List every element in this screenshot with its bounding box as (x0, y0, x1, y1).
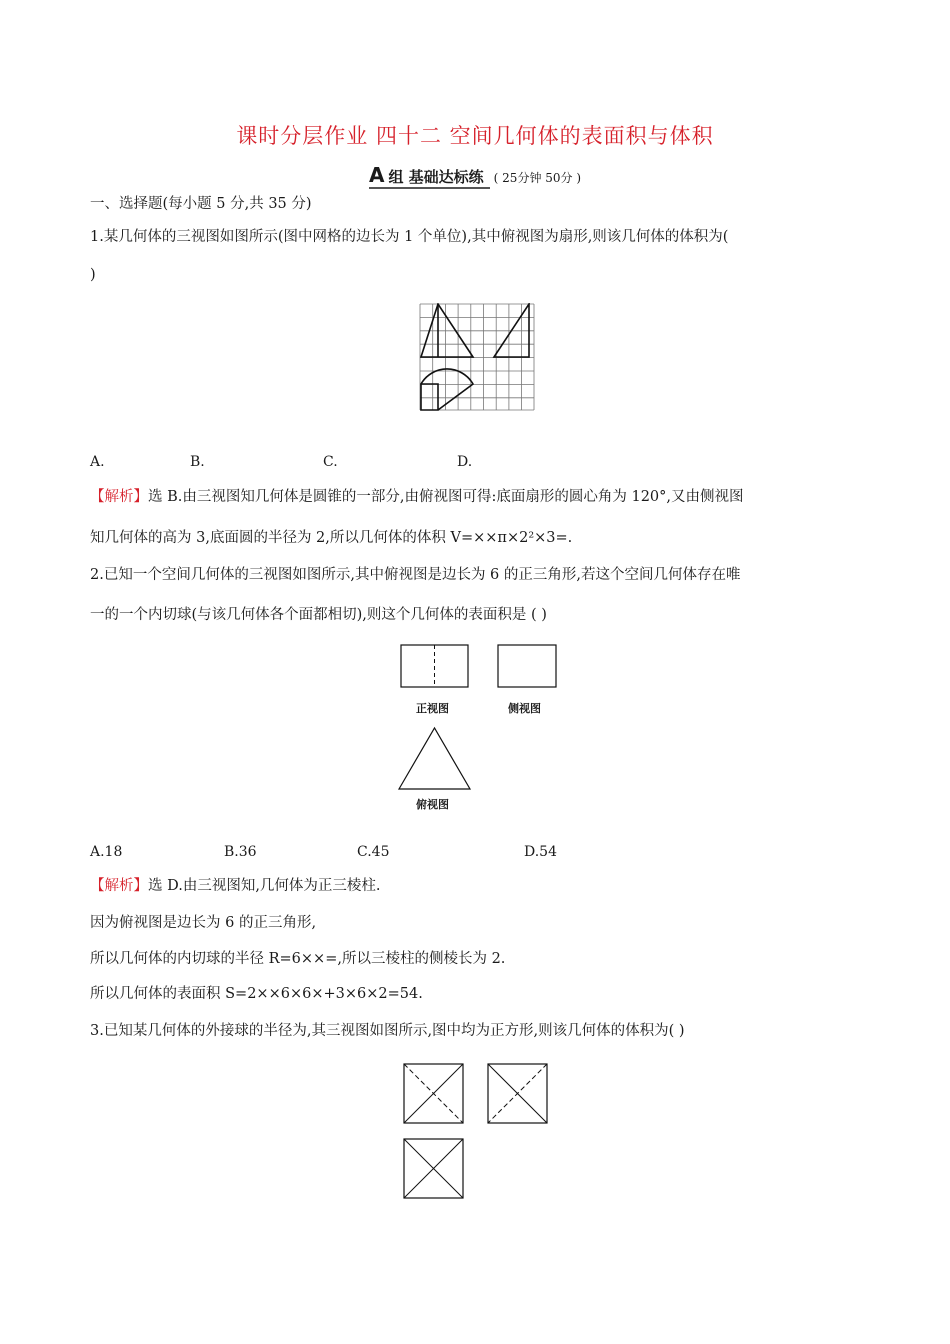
q2-top-view (397, 726, 473, 792)
q1-option-c[interactable]: C. (323, 454, 338, 470)
q1-stem-line1: 1.某几何体的三视图如图所示(图中网格的边长为 1 个单位),其中俯视图为扇形,则该几何体的体积为( (90, 229, 729, 245)
group-badge (369, 163, 490, 189)
q1-analysis-tag: 【解析】 (90, 489, 148, 505)
q2-option-b[interactable]: B.36 (224, 844, 257, 860)
q1-analysis-line1 (90, 487, 744, 507)
q2-top-view-label: 俯视图 (416, 798, 449, 811)
page-title: 课时分层作业 四十二 空间几何体的表面积与体积 (236, 124, 714, 148)
q2-front-view (400, 644, 470, 690)
q2-stem-line1: 2.已知一个空间几何体的三视图如图所示,其中俯视图是边长为 6 的正三角形,若这个空间几何体存在唯 (90, 567, 741, 583)
group-heading (0, 163, 950, 189)
q3-front-view (403, 1063, 465, 1125)
q2-side-view (497, 644, 559, 690)
q2-analysis-text1: 选 D.由三视图知,几何体为正三棱柱. (148, 878, 381, 894)
q2-stem-line2: 一的一个内切球(与该几何体各个面都相切),则这个几何体的表面积是 ( ) (90, 607, 547, 623)
q2-option-d[interactable]: D.54 (524, 844, 557, 860)
group-letter: A (368, 163, 385, 187)
q2-option-a[interactable]: A.18 (90, 844, 123, 860)
q2-side-view-label: 侧视图 (508, 702, 541, 715)
q2-option-c[interactable]: C.45 (357, 844, 390, 860)
q1-analysis-text1: 选 B.由三视图知几何体是圆锥的一部分,由俯视图可得:底面扇形的圆心角为 120°,又由侧视图 (148, 489, 744, 505)
q1-three-view-figure (419, 303, 535, 411)
q2-analysis-line4: 所以几何体的表面积 S=2××6×6×+3×6×2=54. (90, 986, 423, 1002)
q1-analysis-line2: 知几何体的高为 3,底面圆的半径为 2,所以几何体的体积 V=××π×2²×3=. (90, 530, 573, 546)
q2-analysis-line3: 所以几何体的内切球的半径 R=6××=,所以三棱柱的侧棱长为 2. (90, 951, 506, 967)
q1-option-d[interactable]: D. (457, 454, 473, 470)
q2-analysis-tag: 【解析】 (90, 878, 148, 894)
q1-stem-line2: ) (90, 267, 96, 283)
section-heading: 一、选择题(每小题 5 分,共 35 分) (90, 196, 312, 212)
q1-option-a[interactable]: A. (90, 454, 105, 470)
q1-option-b[interactable]: B. (190, 454, 205, 470)
group-meta: ( 25分钟 50分 ) (493, 171, 582, 185)
q3-top-view (403, 1138, 465, 1200)
q2-analysis-line1 (90, 876, 381, 896)
q2-front-view-label: 正视图 (416, 702, 449, 715)
q3-side-view (487, 1063, 549, 1125)
q3-stem-line1: 3.已知某几何体的外接球的半径为,其三视图如图所示,图中均为正方形,则该几何体的体积为( ) (90, 1023, 685, 1039)
q2-analysis-line2: 因为俯视图是边长为 6 的正三角形, (90, 915, 317, 931)
q1-top-view-sector (421, 369, 473, 410)
group-name: 组 基础达标练 (388, 168, 484, 186)
